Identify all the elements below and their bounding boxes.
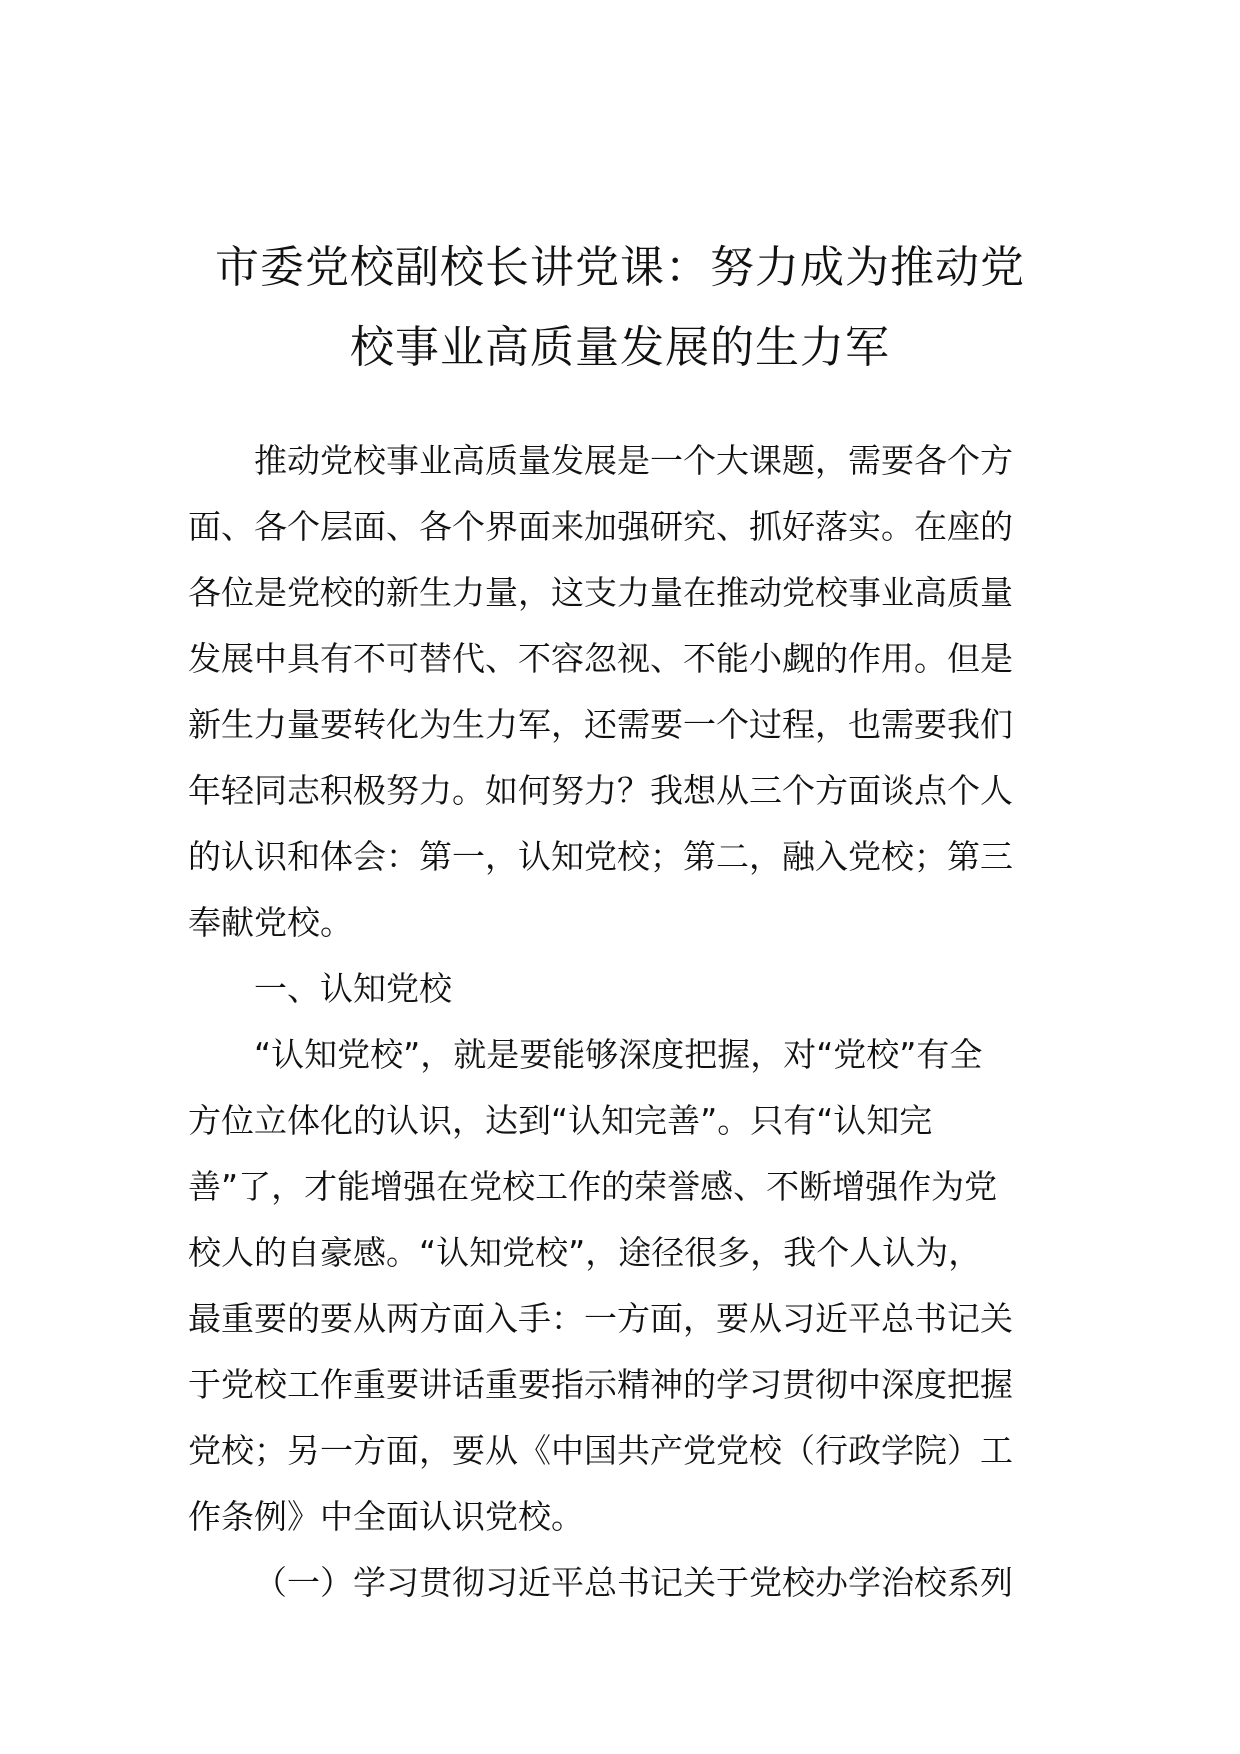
paragraph-line: 善”了，才能增强在党校工作的荣誉感、不断增强作为党	[188, 1167, 998, 1206]
paragraph-line: 的认识和体会：第一，认知党校；第二，融入党校；第三	[188, 837, 1013, 876]
paragraph-line: 党校；另一方面，要从《中国共产党党校（行政学院）工	[188, 1431, 1013, 1470]
section-heading: 一、认知党校	[254, 969, 452, 1008]
paragraph-line: 奉献党校。	[188, 903, 353, 942]
paragraph-line: 新生力量要转化为生力军，还需要一个过程，也需要我们	[188, 705, 1013, 744]
title-line: 市委党校副校长讲党课：努力成为推动党	[215, 242, 1025, 293]
paragraph-line: 于党校工作重要讲话重要指示精神的学习贯彻中深度把握	[188, 1365, 1013, 1404]
paragraph-line: 最重要的要从两方面入手：一方面，要从习近平总书记关	[188, 1299, 1013, 1338]
paragraph-line: 发展中具有不可替代、不容忽视、不能小觑的作用。但是	[188, 639, 1013, 678]
paragraph-line: 面、各个层面、各个界面来加强研究、抓好落实。在座的	[188, 507, 1013, 546]
paragraph-line: 校人的自豪感。“认知党校”，途径很多，我个人认为，	[188, 1233, 982, 1272]
title-line: 校事业高质量发展的生力军	[350, 322, 890, 373]
paragraph-line: 方位立体化的认识，达到“认知完善”。只有“认知完	[188, 1101, 933, 1140]
paragraph-line: “认知党校”，就是要能够深度把握，对“党校”有全	[254, 1035, 983, 1074]
document-title	[150, 228, 1090, 388]
paragraph-line: 作条例》中全面认识党校。	[188, 1497, 584, 1536]
document-body	[188, 428, 1054, 1616]
paragraph-line: 各位是党校的新生力量，这支力量在推动党校事业高质量	[188, 573, 1013, 612]
paragraph-line: 推动党校事业高质量发展是一个大课题，需要各个方	[254, 441, 1013, 480]
subsection-heading: （一）学习贯彻习近平总书记关于党校办学治校系列	[254, 1563, 1013, 1602]
paragraph-line: 年轻同志积极努力。如何努力？我想从三个方面谈点个人	[188, 771, 1013, 810]
